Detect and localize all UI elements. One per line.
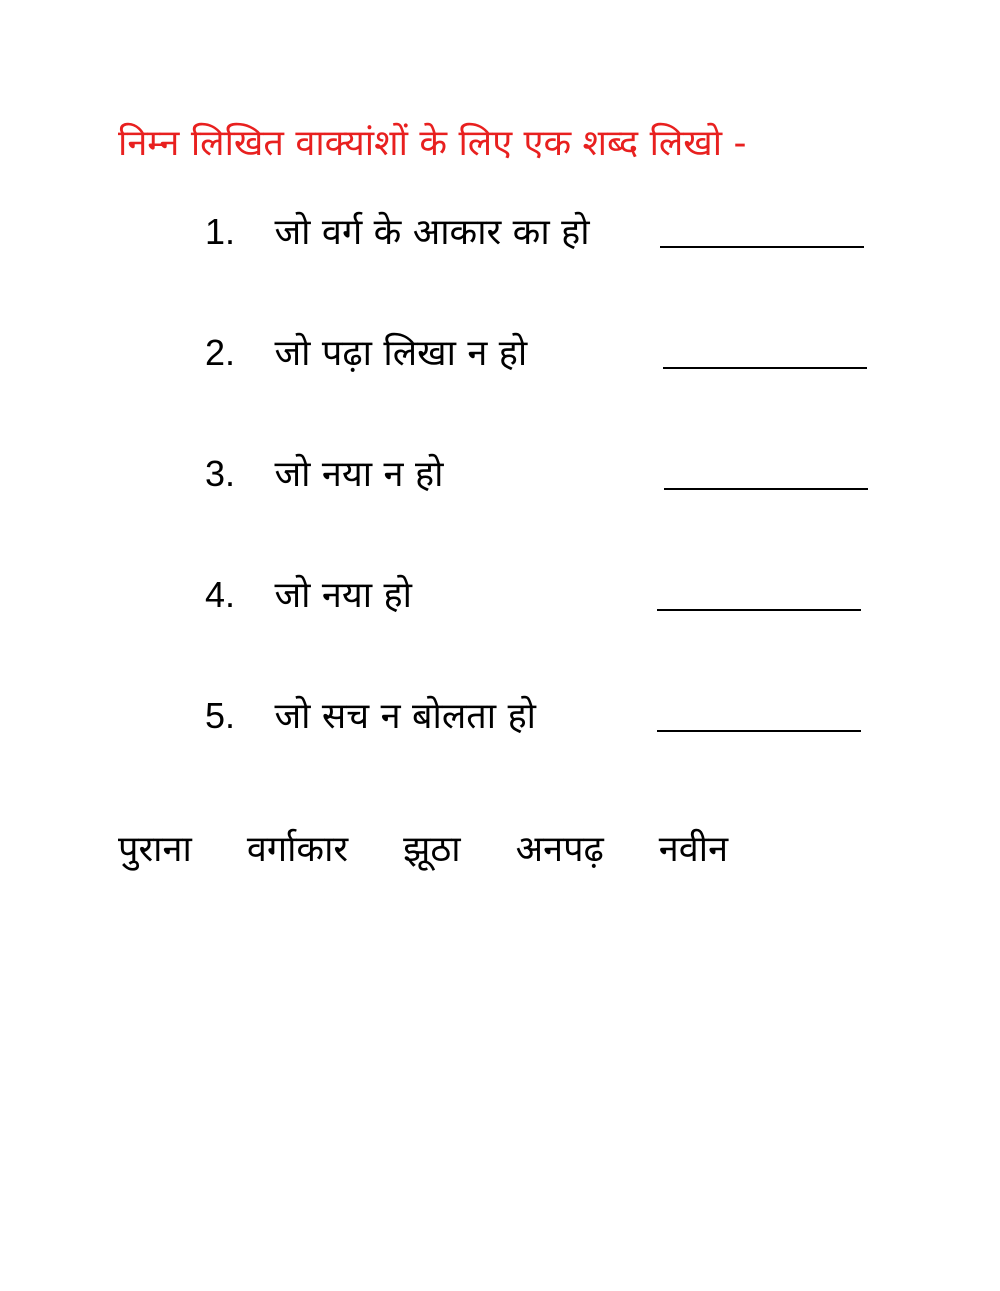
answer-blank-3[interactable]: [664, 488, 868, 490]
question-number: 5.: [205, 695, 236, 736]
question-2: [205, 331, 527, 381]
instruction-heading: निम्न लिखित वाक्यांशों के लिए एक शब्द लिखो -: [118, 123, 747, 164]
question-4: [205, 573, 412, 623]
word-bank-option[interactable]: अनपढ़: [515, 829, 604, 870]
answer-blank-4[interactable]: [657, 609, 861, 611]
question-text: जो नया न हो: [274, 454, 444, 495]
word-bank-option[interactable]: नवीन: [658, 829, 729, 870]
answer-blank-5[interactable]: [657, 730, 861, 732]
question-text: जो पढ़ा लिखा न हो: [274, 333, 528, 374]
word-bank: [118, 828, 728, 871]
word-bank-option[interactable]: पुराना: [118, 829, 192, 870]
answer-blank-2[interactable]: [663, 367, 867, 369]
question-number: 1.: [205, 211, 236, 252]
question-text: जो सच न बोलता हो: [274, 696, 537, 737]
question-text: जो वर्ग के आकार का हो: [274, 212, 590, 253]
question-5: [205, 694, 536, 744]
word-bank-option[interactable]: झूठा: [403, 829, 461, 870]
question-number: 3.: [205, 453, 236, 494]
question-text: जो नया हो: [274, 575, 412, 616]
answer-blank-1[interactable]: [660, 246, 864, 248]
question-1: [205, 210, 590, 260]
question-number: 2.: [205, 332, 236, 373]
question-3: [205, 452, 443, 502]
question-number: 4.: [205, 574, 236, 615]
word-bank-option[interactable]: वर्गाकार: [246, 829, 349, 870]
